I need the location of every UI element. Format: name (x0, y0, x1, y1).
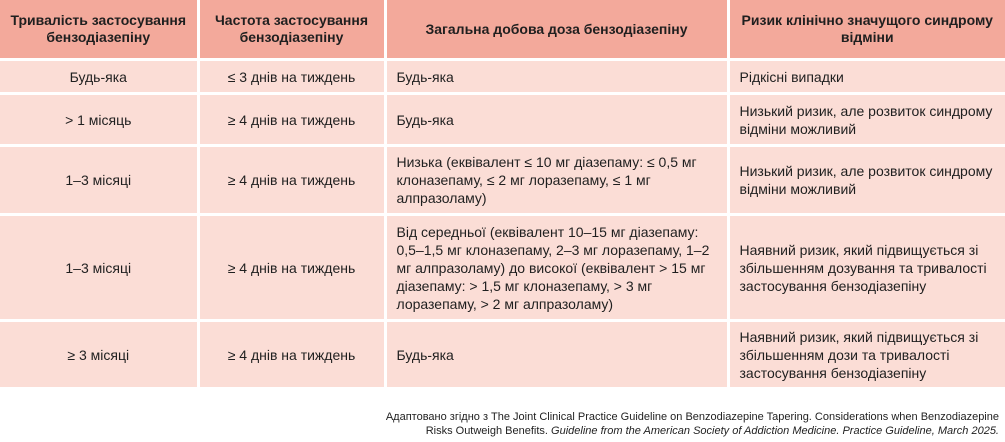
cell-frequency: ≥ 4 днів на тиждень (198, 146, 385, 215)
cell-frequency: ≥ 4 днів на тиждень (198, 215, 385, 321)
footnote-source-text: Адаптовано згідно з The Joint Clinical Practice Guideline on Benzodiazepine Tapering. Considerations when Benzodiazepine Risks Outweigh Benefits. (385, 411, 999, 437)
source-footnote (359, 410, 999, 438)
header-withdrawal-risk: Ризик клінічно значущого синдрому відміни (728, 0, 1005, 60)
cell-risk: Низький ризик, але розвиток синдрому відміни можливий (728, 94, 1005, 146)
cell-dose: Будь-яка (385, 60, 728, 94)
cell-duration: > 1 місяць (0, 94, 198, 146)
cell-dose: Будь-яка (385, 321, 728, 389)
footnote-guideline-text: Guideline from the American Society of Addiction Medicine. Practice Guideline, March 2025. (551, 425, 999, 437)
cell-dose: Низька (еквівалент ≤ 10 мг діазепаму: ≤ 0,5 мг клоназепаму, ≤ 2 мг лоразепаму, ≤ 1 мг алпразоламу) (385, 146, 728, 215)
table-row (0, 94, 1005, 146)
cell-risk: Наявний ризик, який підвищується зі збільшенням дозування та тривалості застосування бензодіазепіну (728, 215, 1005, 321)
cell-duration: 1–3 місяці (0, 146, 198, 215)
cell-risk: Рідкісні випадки (728, 60, 1005, 94)
header-frequency: Частота застосування бензодіазепіну (198, 0, 385, 60)
cell-duration: Будь-яка (0, 60, 198, 94)
cell-risk: Наявний ризик, який підвищується зі збільшенням дози та тривалості застосування бензодіазепіну (728, 321, 1005, 389)
cell-dose: Будь-яка (385, 94, 728, 146)
cell-duration: 1–3 місяці (0, 215, 198, 321)
table-row (0, 215, 1005, 321)
cell-dose: Від середньої (еквівалент 10–15 мг діазепаму: 0,5–1,5 мг клоназепаму, 2–3 мг лоразепаму, 1–2 мг алпразоламу) до високої (еквівалент > 15 мг діазепаму: > 1,5 мг клоназепаму, > 3 мг лоразепаму, > 2 мг алпразоламу) (385, 215, 728, 321)
table-row (0, 321, 1005, 389)
cell-duration: ≥ 3 місяці (0, 321, 198, 389)
cell-frequency: ≥ 4 днів на тиждень (198, 321, 385, 389)
header-daily-dose: Загальна добова доза бензодіазепіну (385, 0, 728, 60)
header-duration: Тривалість застосування бензодіазепіну (0, 0, 198, 60)
cell-risk: Низький ризик, але розвиток синдрому відміни можливий (728, 146, 1005, 215)
table-row (0, 60, 1005, 94)
table-header-row (0, 0, 1005, 60)
table-row (0, 146, 1005, 215)
cell-frequency: ≤ 3 днів на тиждень (198, 60, 385, 94)
cell-frequency: ≥ 4 днів на тиждень (198, 94, 385, 146)
